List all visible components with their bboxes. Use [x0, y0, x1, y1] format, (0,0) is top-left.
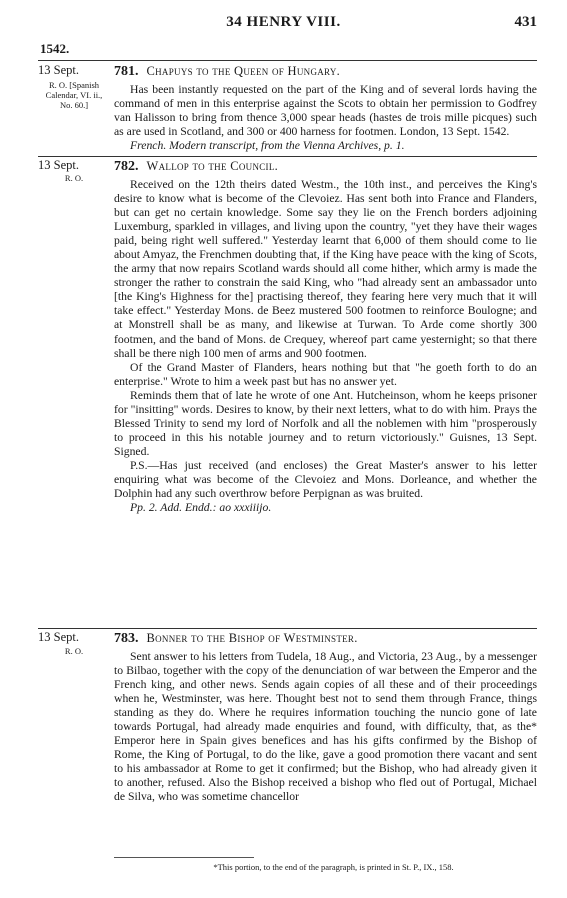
entry-reference: R. O.	[64, 646, 84, 656]
header-rule	[38, 60, 537, 61]
entry-date: 13 Sept.	[38, 63, 79, 77]
year-label: 1542.	[40, 41, 70, 56]
entry-heading	[114, 631, 537, 647]
entry-reference: R. O. [Spanish Calendar, VI. ii., No. 60.]	[45, 80, 103, 110]
entry-heading	[114, 64, 537, 80]
entry-body	[114, 650, 537, 805]
entry-paragraph: P.S.—Has just received (and encloses) the Great Master's answer to his letter enquiring what was become of the Clevoiez and Mons. Dorleance, and whether the Dolphin had any such overthrow before Perpignan as was bruited.	[114, 458, 537, 501]
entry-title: Chapuys to the Queen of Hungary.	[146, 64, 341, 78]
entry-number: 781.	[114, 64, 139, 79]
running-head: 34 HENRY VIII.	[226, 14, 341, 30]
entry-number: 783.	[114, 631, 139, 646]
entry-number: 782.	[114, 159, 139, 174]
footnote-rule	[114, 857, 254, 858]
entry-title: Wallop to the Council.	[146, 159, 279, 173]
entry-date: 13 Sept.	[38, 630, 79, 644]
page-header	[0, 14, 567, 34]
entry-paragraph: Reminds them that of late he wrote of one Ant. Hutcheinson, whom he keeps prisoner for "insitting" words. Desires to know, by their next letters, what to do with him. Prays the Blessed Trinity to send my lord of Norfolk and all the noblemen with him "prosperously to proceed in this his notable journey and to return victoriously." Guisnes, 13 Sept. Signed.	[114, 388, 537, 458]
entry-heading	[114, 159, 537, 175]
entry-paragraph: Sent answer to his letters from Tudela, 18 Aug., and Victoria, 23 Aug., by a messenger to Bilbao, together with the copy of the denunciation of war between the Emperor and the French king, and other news. Sends again copies of all these and of their proceedings when he, Westminster, was here. Thought best not to send them through France, things standing as they do. Where he requires information touching the nuncio gone of late towards Portugal, had already made enquiries and found, with difficulty, that, as the* Emperor here in Spain gives benefices and has his gifts confirmed by the Bishop of Rome, the King of Portugal, to do the like, gave a good promotion there vacant and sent to his ambassador at Rome to get it confirmed; but the Bishop, who had already given it to another, refused. Also the Bishop received a bishop who fled out of Portugal, Michael de Silva, who was sometime chancellor	[114, 650, 537, 804]
entry-rule	[38, 628, 537, 629]
entry-paragraph: Of the Grand Master of Flanders, hears nothing but that "he goeth forth to do an enterprise." Wrote to him a week past but has no answer yet.	[114, 360, 537, 388]
entry-rule	[38, 156, 537, 157]
entry-title: Bonner to the Bishop of Westminster.	[146, 631, 358, 645]
entry-note: Pp. 2. Add. Endd.: ao xxxiiijo.	[130, 501, 272, 515]
entry-paragraph: Has been instantly requested on the part of the King and of several lords having the command of men in this enterprise against the Scots to obtain her permission to Godfrey van Halisson to bring from thence 3,000 spear heads (hastes de trois mille picques) such as are used in Scotland, and 300 or 400 harness for footmen. London, 13 Sept. 1542.	[114, 83, 537, 139]
entry-paragraph: Received on the 12th theirs dated Westm., the 10th inst., and perceives the King's desire to know what is become of the Clevoiez. Has sent both into France and Flanders, but can get no certain knowledge. Some say they lie on the French borders adjoining Luxemburg, sparkled in villages, and living upon the country, "yet they have their wages paid, being right well suffered." Yesterday learnt that 6,000 of them should come to lie about Amyaz, the Frenchmen doubting that, if the King have peace with the king of Scots, the army that now repairs Scotland wards should all come hither, which army is made the stronger the rather to constrain the said King, who "had already sent an ambassador unto [the King's Highness for the] practising thereof, they fearing here very much that it will take effect." Yesterday Mons. de Beez mustered 500 footmen to reinforce Boulogne; and at Monstrell shall be as many, and likewise at Turwan. To Arde come shortly 300 footmen, and the band of Mons. de Crequey, whereof part came yesternight; so that there shall be there nigh 100 men of arms and 900 footmen.	[114, 178, 537, 360]
entry-body	[114, 178, 537, 515]
page-number: 431	[514, 14, 537, 30]
entry-note: French. Modern transcript, from the Vienna Archives, p. 1.	[130, 139, 405, 153]
entry-reference: R. O.	[64, 173, 84, 183]
entry-body	[114, 83, 537, 153]
footnote: *This portion, to the end of the paragraph, is printed in St. P., IX., 158.	[213, 862, 454, 872]
entry-date: 13 Sept.	[38, 158, 79, 172]
